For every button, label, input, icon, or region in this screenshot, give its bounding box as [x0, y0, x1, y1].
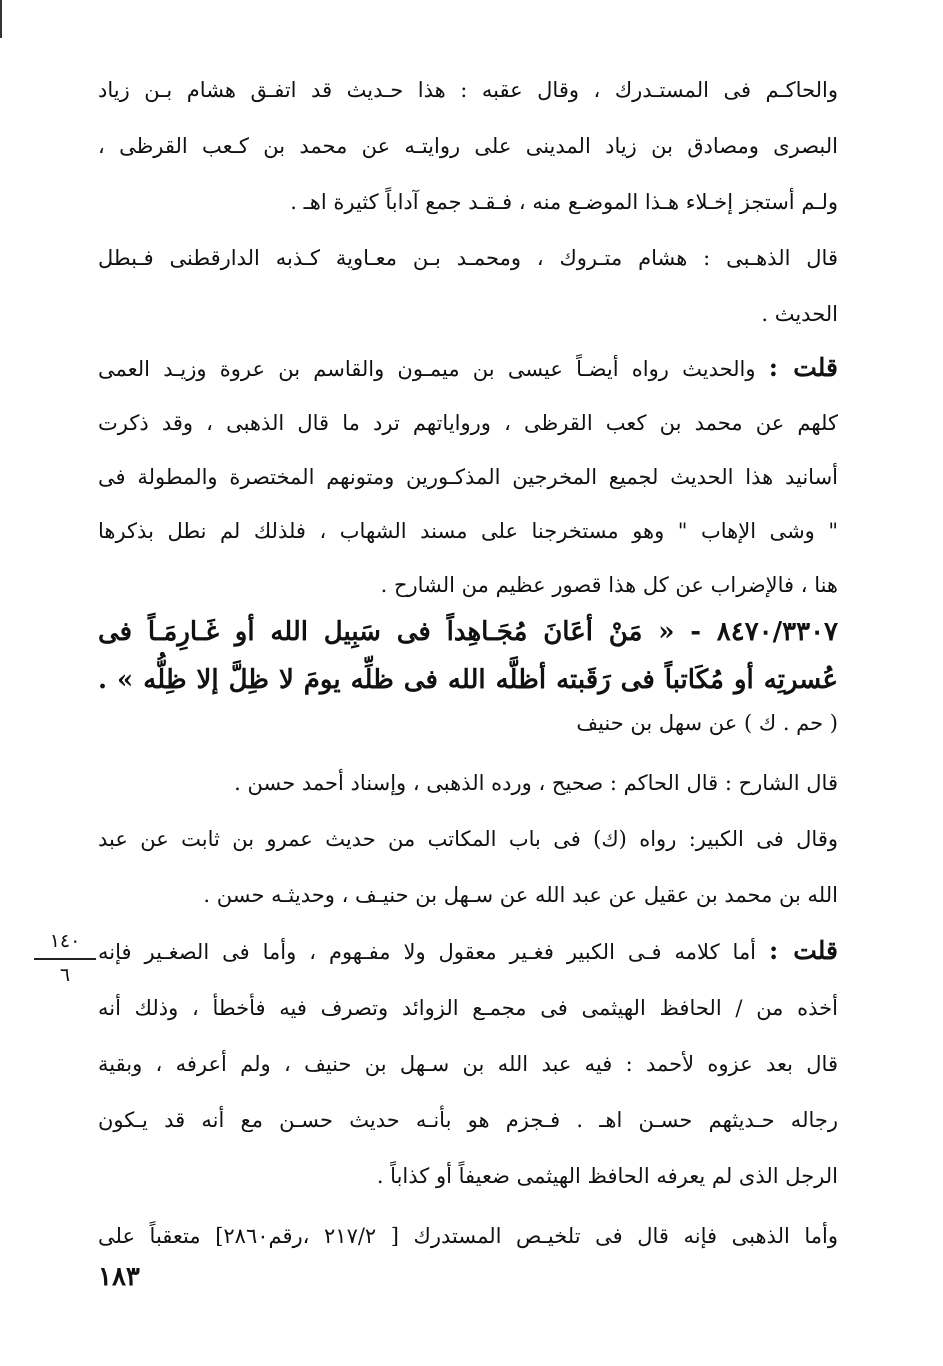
hadith-line: ٨٤٧٠/٣٣٠٧ - « مَنْ أعَانَ مُجَـاهِداً فى سَبِيل الله أو غَـارِمَـاً فى	[98, 617, 838, 647]
text-segment: أما كلامه فـى الكبير فغـير معقول ولا مفـهوم ، وأما فى الصغـير فإنه	[98, 940, 769, 964]
paragraph	[98, 1224, 838, 1248]
paragraph	[98, 353, 838, 597]
text-line: الله بن محمد بن عقيل عن عبد الله عن سـهل بن حنيـف ، وحديثـه حسن .	[203, 883, 838, 907]
margin-page-reference	[30, 930, 100, 986]
text-line: " وشى الإهاب " وهو مستخرجنا على مسند الشهاب ، فلذلك لم نطل بذكرها	[98, 519, 838, 543]
text-line: قال الشارح : قال الحاكم : صحيح ، ورده الذهبى ، وإسناد أحمد حسن .	[234, 771, 838, 795]
paragraph	[98, 771, 838, 795]
text-line: هنا ، فالإضراب عن كل هذا قصور عظيم من الشارح .	[380, 573, 838, 597]
text-line: أخذه من / الحافظ الهيثمى فى مجمـع الزوائد وتصرف فيه فأخطأ ، وذلك أنه	[98, 996, 838, 1020]
text-line	[98, 936, 838, 965]
hadith-entry	[98, 617, 838, 735]
text-line: رجاله حـديثهم حسـن اهـ . فـجزم هو بأنـه حديث حسـن مع أنه قد يـكون	[98, 1108, 838, 1132]
text-line: قال الذهـبى : هشام متـروك ، ومحمـد بـن معـاوية كـذبه الدارقطنى فـبطل	[98, 246, 838, 270]
paragraph	[98, 936, 838, 1188]
paragraph	[98, 246, 838, 326]
text-segment: والحديث رواه أيضـاً عيسى بن ميمـون والقاسم بن عروة وزيـد العمى	[98, 357, 769, 381]
text-line: كلهم عن محمد بن كعب القرظى ، ورواياتهم ترد ما قال الذهبى ، وقد ذكرت	[98, 411, 838, 435]
text-line: ولـم أستجز إخـلاء هـذا الموضـع منه ، فـقـد جمع آداباً كثيرة اهـ .	[290, 190, 838, 214]
text-line: وقال فى الكبير: رواه (ك) فى باب المكاتب من حديث عمرو بن ثابت عن عبد	[98, 827, 838, 851]
paragraph	[98, 827, 838, 907]
page-number: ١٨٣	[98, 1262, 140, 1292]
text-line	[98, 353, 838, 382]
text-line: قال بعد عزوه لأحمد : فيه عبد الله بن سـهل بن حنيف ، ولم أعرفه ، وبقية	[98, 1052, 838, 1076]
hadith-source: ( حم . ك ) عن سهل بن حنيف	[576, 711, 838, 735]
hadith-line: عُسرتِه أو مُكَاتباً فى رَقَبته أظلَّه الله فى ظلِّه يومَ لا ظِلَّ إلا ظِلُّه » .	[98, 665, 838, 695]
qultu-label: قلت :	[768, 936, 838, 965]
text-line: وأما الذهبى فإنه قال فى تلخيـص المستدرك [ ٢١٧/٢ ،رقم٢٨٦٠] متعقباً على	[98, 1224, 838, 1248]
paragraph	[98, 78, 838, 214]
page-body	[98, 52, 838, 1248]
scan-edge-line	[0, 0, 2, 38]
text-line: والحاكـم فى المستـدرك ، وقال عقبه : هذا حـديث قد اتفـق هشام بـن زياد	[98, 78, 838, 102]
margin-reference-bottom: ٦	[59, 964, 71, 986]
qultu-label: قلت :	[768, 353, 838, 382]
margin-reference-divider	[34, 958, 96, 960]
text-line: البصرى ومصادق بن زياد المدينى على روايتـه عن محمد بن كـعب القرظى ،	[98, 134, 838, 158]
text-line: الرجل الذى لم يعرفه الحافظ الهيثمى ضعيفاً أو كذاباً .	[376, 1164, 838, 1188]
text-line: أسانيد هذا الحديث لجميع المخرجين المذكـورين ومتونهم المختصرة والمطولة فى	[98, 465, 838, 489]
margin-reference-top: ١٤٠	[49, 930, 81, 952]
text-line: الحديث .	[761, 302, 838, 326]
